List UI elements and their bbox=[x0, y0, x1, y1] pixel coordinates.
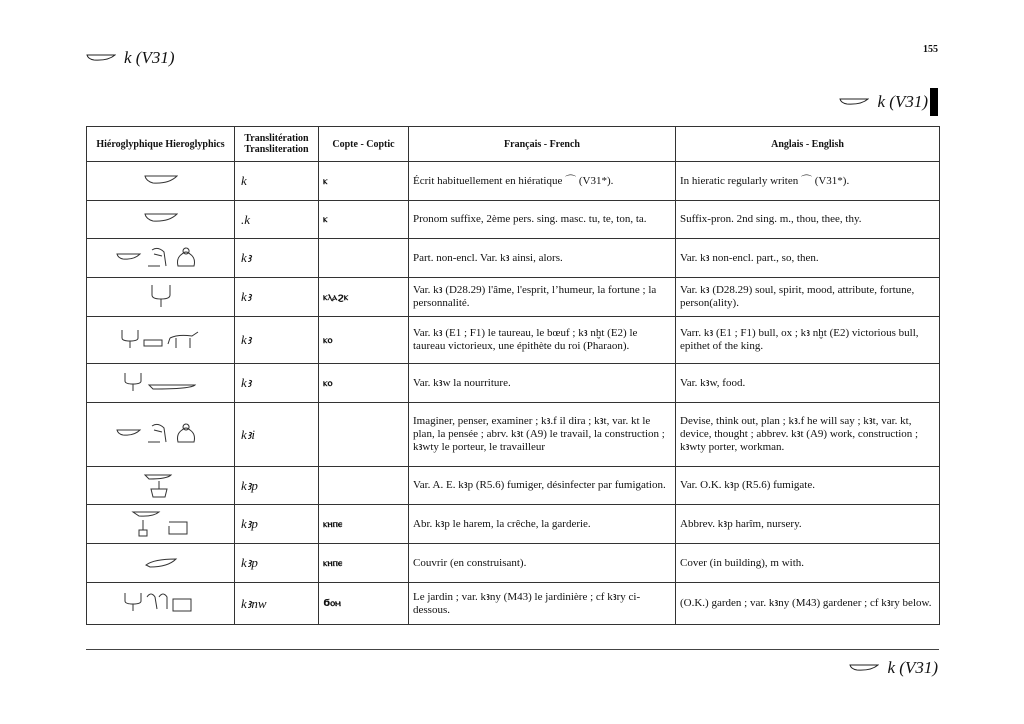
arms-bull-glyph-icon bbox=[118, 326, 204, 355]
basket-vulture-man-glyph-icon bbox=[116, 420, 206, 449]
coptic-cell: ⲕⲏⲡⲉ bbox=[319, 505, 409, 544]
hieroglyph-cell bbox=[87, 505, 235, 544]
transliteration-cell: kꜣnw bbox=[235, 583, 319, 625]
raised-arms-glyph-icon bbox=[148, 283, 174, 312]
french-cell: Var. A. E. kꜣp (R5.6) fumiger, désinfecter par fumigation. bbox=[409, 467, 676, 505]
coptic-cell: ⲕⲟ bbox=[319, 317, 409, 364]
french-cell: Abr. kꜣp le harem, la crêche, la garderie. bbox=[409, 505, 676, 544]
hieroglyph-cell bbox=[87, 467, 235, 505]
coptic-cell bbox=[319, 467, 409, 505]
table-row bbox=[87, 239, 940, 278]
page-number: 155 bbox=[923, 44, 938, 55]
transliteration-cell: kꜣi bbox=[235, 403, 319, 467]
english-cell: Var. kꜣ non-encl. part., so, then. bbox=[676, 239, 940, 278]
hieroglyph-cell bbox=[87, 278, 235, 317]
header-left-title bbox=[86, 48, 175, 68]
hieroglyph-cell bbox=[87, 239, 235, 278]
left-title-text: k (V31) bbox=[124, 48, 175, 67]
french-cell: Imaginer, penser, examiner ; kꜣ.f il dira ; kꜣt, var. kt le plan, la pensée ; abrv. kꜣt (A9) le travail, la construction ; kꜣwty le porteur, le travailleur bbox=[409, 403, 676, 467]
flat-basket-glyph-icon bbox=[144, 555, 178, 572]
table-row bbox=[87, 162, 940, 201]
table-row bbox=[87, 544, 940, 583]
transliteration-cell: kꜣ bbox=[235, 317, 319, 364]
transliteration-cell: kꜣp bbox=[235, 505, 319, 544]
hieroglyph-cell bbox=[87, 364, 235, 403]
table-row bbox=[87, 201, 940, 239]
header-right-title bbox=[839, 92, 928, 112]
transliteration-cell: k bbox=[235, 162, 319, 201]
column-header-hieroglyphics: Hiéroglyphique Hieroglyphics bbox=[87, 127, 235, 162]
basket-glyph-icon bbox=[86, 54, 116, 62]
coptic-cell bbox=[319, 403, 409, 467]
basket-glyph-icon bbox=[849, 664, 879, 672]
table-row bbox=[87, 467, 940, 505]
coptic-cell: ⲕⲗⲁϩⲕ bbox=[319, 278, 409, 317]
english-cell: Var. O.K. kꜣp (R5.6) fumigate. bbox=[676, 467, 940, 505]
table-row bbox=[87, 403, 940, 467]
coptic-cell: ⲕ bbox=[319, 201, 409, 239]
french-cell: Couvrir (en construisant). bbox=[409, 544, 676, 583]
transliteration-cell: kꜣ bbox=[235, 364, 319, 403]
french-cell: Var. kꜣw la nourriture. bbox=[409, 364, 676, 403]
french-cell: Var. kꜣ (D28.29) l'âme, l'esprit, l’humeur, la fortune ; la personnalité. bbox=[409, 278, 676, 317]
english-cell: Varr. kꜣ (E1 ; F1) bull, ox ; kꜣ nḫt (E2) victorious bull, epithet of the king. bbox=[676, 317, 940, 364]
garden-glyph-icon bbox=[121, 589, 201, 618]
hieroglyph-cell bbox=[87, 403, 235, 467]
right-title-text: k (V31) bbox=[877, 92, 928, 111]
english-cell: Cover (in building), m with. bbox=[676, 544, 940, 583]
footer-rule bbox=[86, 649, 939, 650]
arms-loaf-glyph-icon bbox=[121, 371, 201, 396]
english-cell: (O.K.) garden ; var. kꜣny (M43) gardener ; cf kꜣry below. bbox=[676, 583, 940, 625]
english-cell: Var. kꜣw, food. bbox=[676, 364, 940, 403]
coptic-cell: ϭⲟⲙ bbox=[319, 583, 409, 625]
footer-title bbox=[849, 658, 938, 678]
coptic-cell bbox=[319, 239, 409, 278]
column-header-coptic: Copte - Coptic bbox=[319, 127, 409, 162]
coptic-cell: ⲕ bbox=[319, 162, 409, 201]
english-cell: Suffix-pron. 2nd sing. m., thou, thee, thy. bbox=[676, 201, 940, 239]
french-cell: Pronom suffixe, 2ème pers. sing. masc. tu, te, ton, ta. bbox=[409, 201, 676, 239]
english-cell: In hieratic regularly writen ⌒ (V31*). bbox=[676, 162, 940, 201]
english-cell: Var. kꜣ (D28.29) soul, spirit, mood, attribute, fortune, person(ality). bbox=[676, 278, 940, 317]
table-row bbox=[87, 364, 940, 403]
english-cell: Devise, think out, plan ; kꜣ.f he will say ; kꜣt, var. kt, device, thought ; abbrev. kꜣt (A9) work, construction ; kꜣwty porter, workman. bbox=[676, 403, 940, 467]
table-row bbox=[87, 505, 940, 544]
section-marker-bar bbox=[930, 88, 938, 116]
french-cell: Écrit habituellement en hiératique ⌒ (V31*). bbox=[409, 162, 676, 201]
transliteration-cell: kꜣ bbox=[235, 239, 319, 278]
basket-glyph-icon bbox=[839, 98, 869, 106]
table-row bbox=[87, 278, 940, 317]
transliteration-cell: .k bbox=[235, 201, 319, 239]
french-cell: Le jardin ; var. kꜣny (M43) le jardinière ; cf kꜣry ci-dessous. bbox=[409, 583, 676, 625]
hieroglyph-cell bbox=[87, 317, 235, 364]
column-header-french: Français - French bbox=[409, 127, 676, 162]
incense-glyph-icon bbox=[141, 469, 181, 502]
transliteration-cell: kꜣp bbox=[235, 467, 319, 505]
table-row bbox=[87, 317, 940, 364]
table-row bbox=[87, 583, 940, 625]
basket-vulture-man-glyph-icon bbox=[116, 244, 206, 273]
english-cell: Abbrev. kꜣp harîm, nursery. bbox=[676, 505, 940, 544]
hieroglyph-cell bbox=[87, 201, 235, 239]
lexicon-table bbox=[86, 126, 940, 625]
hieroglyph-cell bbox=[87, 544, 235, 583]
french-cell: Part. non-encl. Var. kꜣ ainsi, alors. bbox=[409, 239, 676, 278]
basket-glyph-icon bbox=[144, 213, 178, 226]
footer-title-text: k (V31) bbox=[887, 658, 938, 677]
column-header-transliteration: Translitération Transliteration bbox=[235, 127, 319, 162]
coptic-cell: ⲕⲏⲡⲉ bbox=[319, 544, 409, 583]
transliteration-cell: kꜣ bbox=[235, 278, 319, 317]
transliteration-cell: kꜣp bbox=[235, 544, 319, 583]
basket-house-glyph-icon bbox=[131, 508, 191, 541]
basket-glyph-icon bbox=[144, 175, 178, 188]
hieroglyph-cell bbox=[87, 162, 235, 201]
table-header-row bbox=[87, 127, 940, 162]
french-cell: Var. kꜣ (E1 ; F1) le taureau, le bœuf ; kꜣ nḫt (E2) le taureau victorieux, une épithète du roi (Pharaon). bbox=[409, 317, 676, 364]
coptic-cell: ⲕⲟ bbox=[319, 364, 409, 403]
hieroglyph-cell bbox=[87, 583, 235, 625]
column-header-english: Anglais - English bbox=[676, 127, 940, 162]
